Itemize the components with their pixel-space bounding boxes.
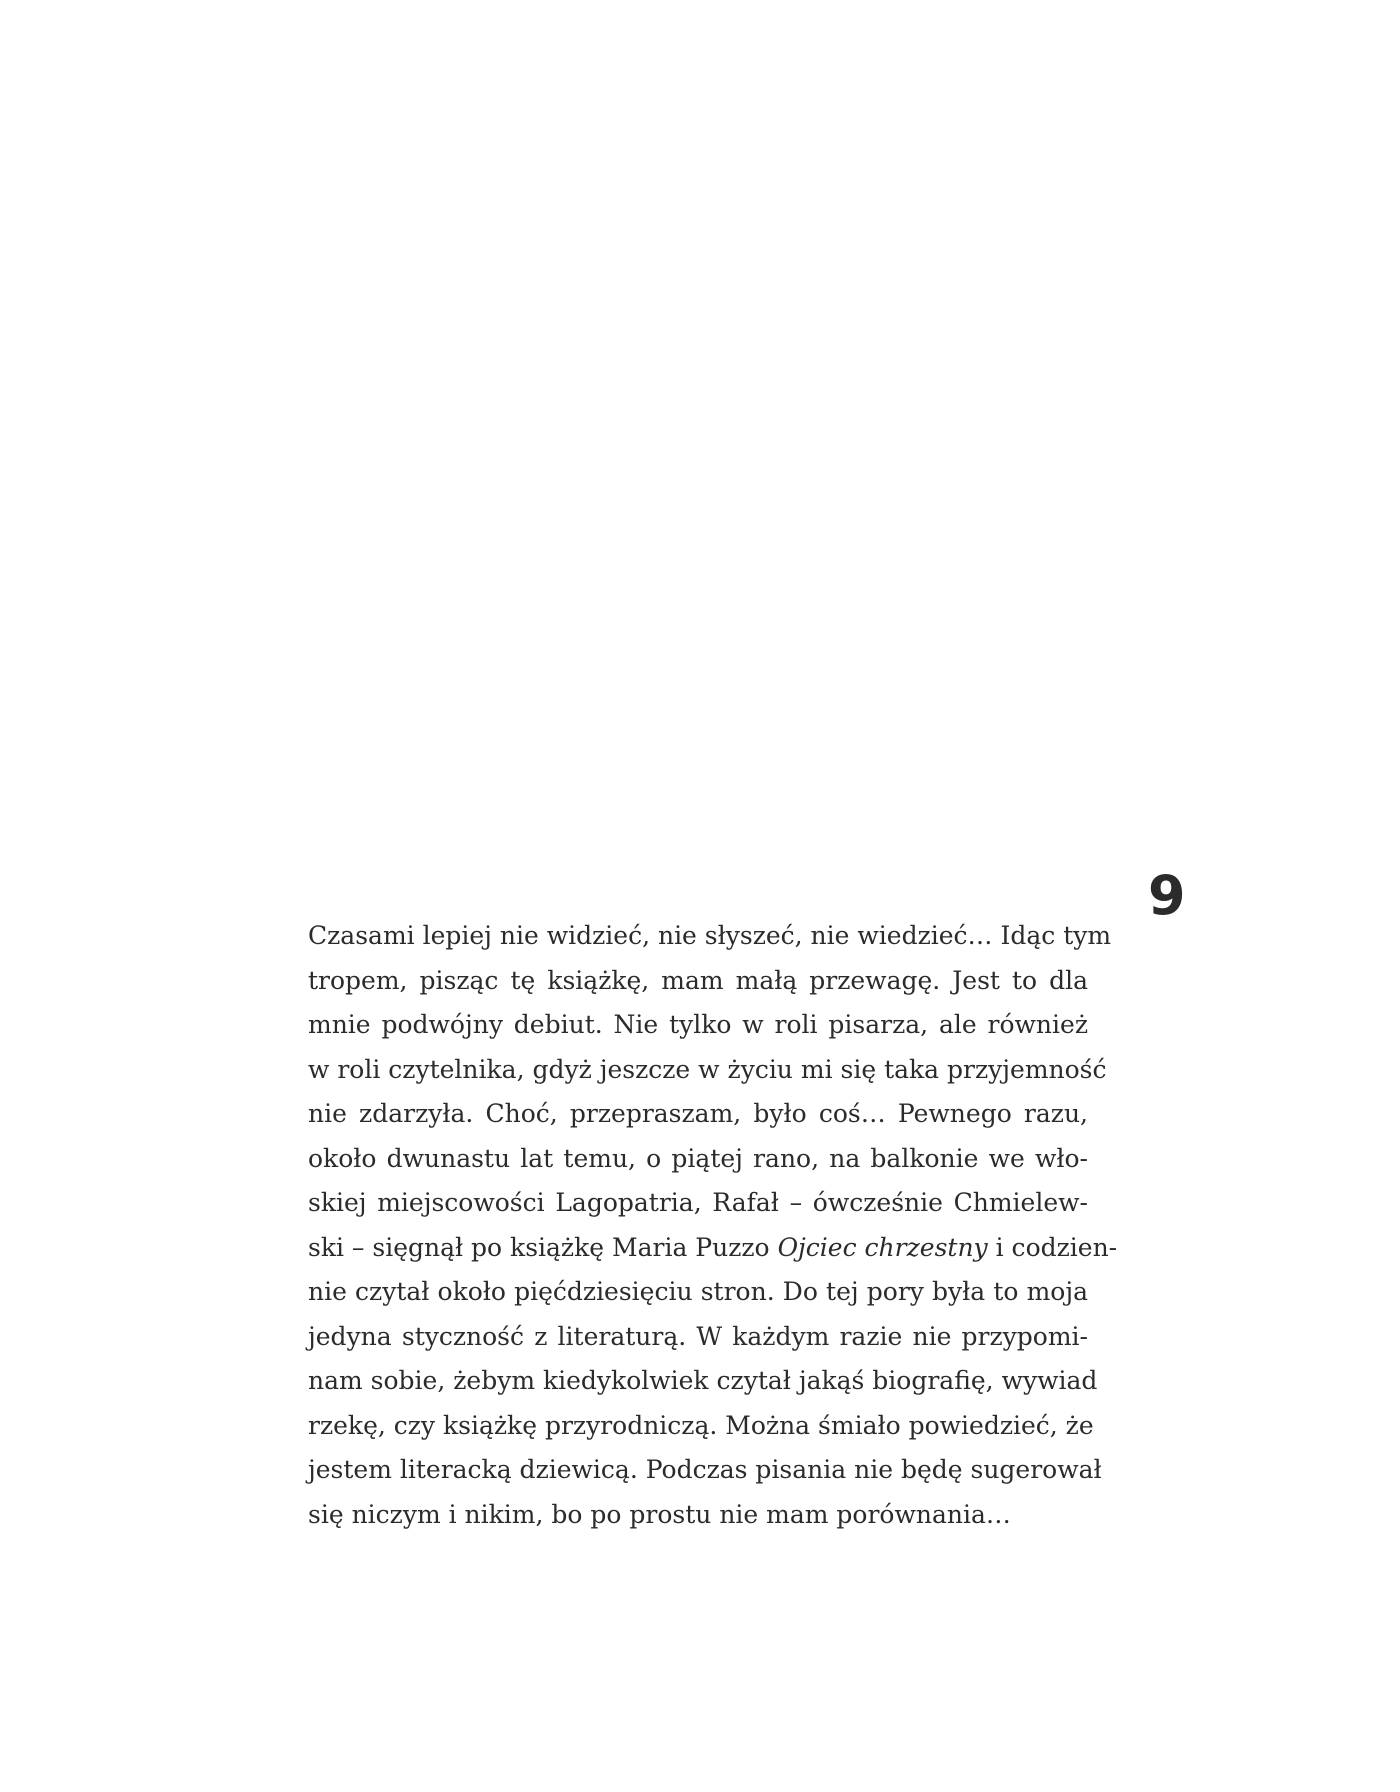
text-line: Czasami lepiej nie widzieć, nie słyszeć, nie wiedzieć… Idąc tym [308, 921, 1112, 950]
text-line: mnie podwójny debiut. Nie tylko w roli pisarza, ale również [308, 1010, 1088, 1039]
text-line: około dwunastu lat temu, o piątej rano, na balkonie we wło- [308, 1143, 1088, 1173]
body-paragraph [308, 914, 1118, 1537]
text-line: skiej miejscowości Lagopatria, Rafał – ówcześnie Chmielew- [308, 1188, 1088, 1217]
chapter-number: 9 [1148, 864, 1186, 927]
text-line: w roli czytelnika, gdyż jeszcze w życiu mi się taka przyjemność [308, 1054, 1107, 1084]
text-line: nie zdarzyła. Choć, przepraszam, było coś… Pewnego razu, [308, 1099, 1088, 1128]
text-line: rzekę, czy książkę przyrodniczą. Można śmiało powiedzieć, że [308, 1410, 1094, 1440]
text-line: jedyna styczność z literaturą. W każdym razie nie przypomi- [308, 1321, 1088, 1351]
text-line: nam sobie, żebym kiedykolwiek czytał jakąś biografię, wywiad [308, 1366, 1098, 1395]
text-segment: i codzien- [987, 1232, 1118, 1262]
text-line: tropem, pisząc tę książkę, mam małą przewagę. Jest to dla [308, 965, 1088, 995]
text-line: nie czytał około pięćdziesięciu stron. Do tej pory była to moja [308, 1277, 1088, 1306]
text-line: się niczym i nikim, bo po prostu nie mam porównania… [308, 1499, 1011, 1529]
text-line: jestem literacką dziewicą. Podczas pisania nie będę sugerował [308, 1455, 1102, 1484]
text-line-with-title [308, 1226, 1118, 1271]
book-title: Ojciec chrzestny [777, 1232, 988, 1262]
text-segment: ski – sięgnął po książkę Maria Puzzo [308, 1232, 778, 1262]
